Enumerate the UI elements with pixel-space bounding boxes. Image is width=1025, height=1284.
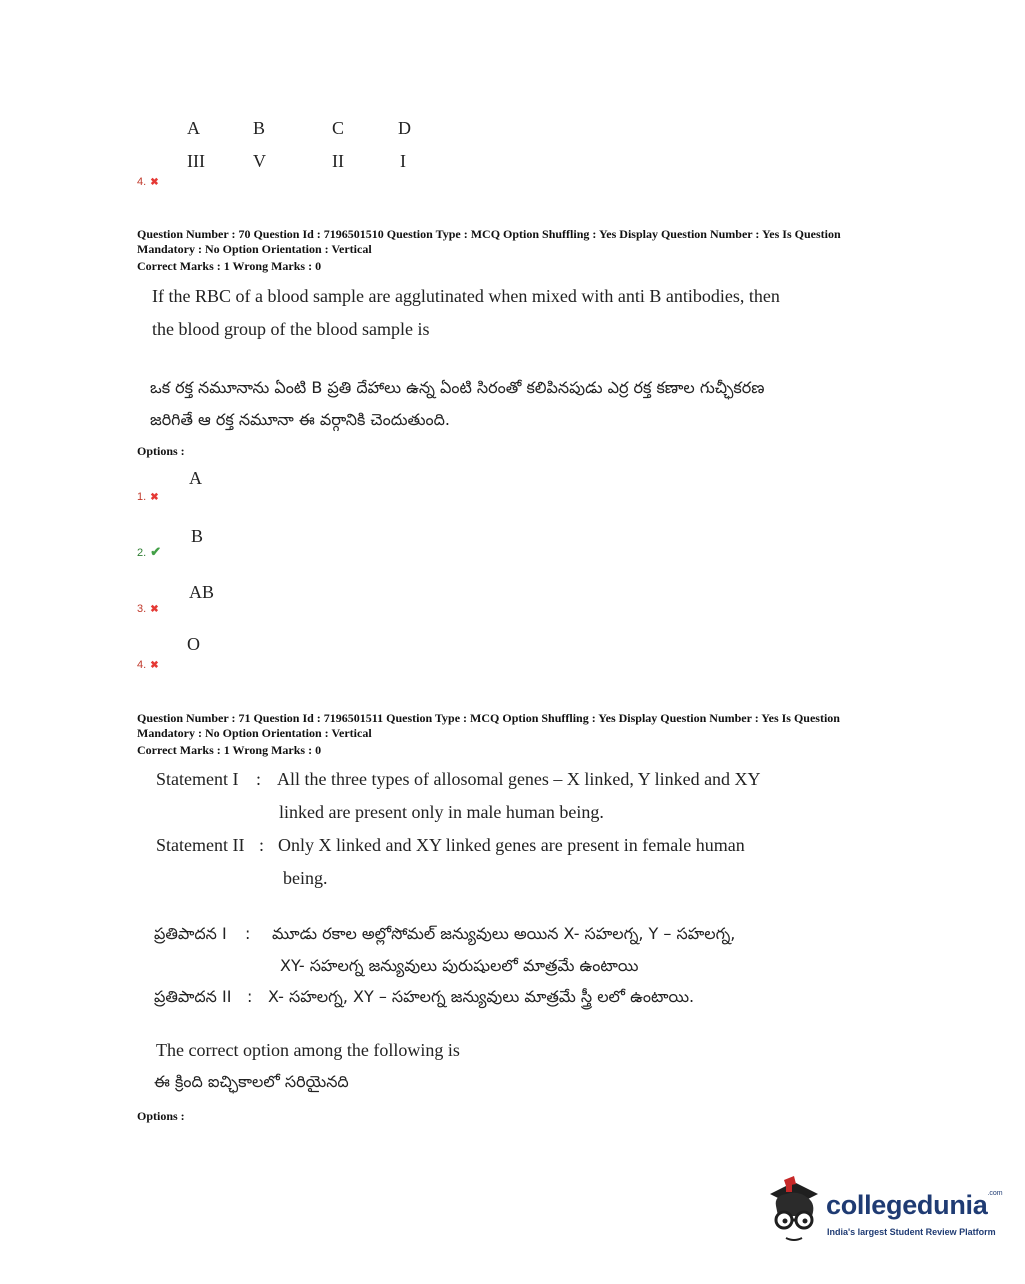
statement-1-text-line-2: linked are present only in male human being. (279, 802, 604, 822)
te-statement-2-colon: : (247, 987, 253, 1006)
statement-2-text-line-2: being. (283, 868, 328, 888)
option-indicator (137, 487, 159, 505)
option-text: A (189, 468, 202, 488)
correct-option-prompt-te: ఈ క్రింది ఐచ్ఛికాలలో సరియైనది (154, 1072, 349, 1091)
match-header-d: D (398, 118, 411, 138)
te-statement-2-label: ప్రతిపాదన II (154, 987, 232, 1006)
te-statement-1-label: ప్రతిపాదన I (154, 924, 227, 943)
option-number: 1. (137, 491, 147, 503)
option-number: 2. (137, 547, 147, 559)
meta-line-2: Mandatory : No Option Orientation : Vertical (137, 726, 372, 740)
options-label: Options : (137, 444, 185, 458)
check-mark-icon: ✔ (150, 544, 162, 559)
te-statement-1-text-line-1: మూడు రకాల అల్లోసోమల్ జన్యువులు అయిన X- సహలగ్న, Y – సహలగ్న, (272, 924, 736, 943)
wrong-mark-icon: ✖ (150, 177, 159, 188)
option-indicator (137, 543, 161, 561)
options-label: Options : (137, 1109, 185, 1123)
logo-name: collegedunia (826, 1190, 988, 1220)
match-option-4 (137, 172, 159, 190)
logo-suffix: .com (987, 1190, 1003, 1197)
option-text: O (187, 634, 200, 654)
question-meta (137, 227, 907, 274)
te-statement-1-colon: : (245, 924, 251, 943)
question-text-en-line-1: If the RBC of a blood sample are agglutinated when mixed with anti B antibodies, then (152, 286, 780, 306)
mascot-icon (764, 1176, 824, 1246)
te-statement-2-text-line-1: X- సహలగ్న, XY – సహలగ్న జన్యువులు మాత్రమే స్త్రీ లలో ఉంటాయి. (268, 987, 695, 1006)
option-text: B (191, 526, 204, 546)
marks-line: Correct Marks : 1 Wrong Marks : 0 (137, 743, 322, 757)
question-text-en-line-2: the blood group of the blood sample is (152, 319, 430, 339)
statement-1-colon: : (256, 769, 262, 789)
wrong-mark-icon: ✖ (150, 660, 159, 671)
te-statement-1-text-line-2: XY- సహలగ్న జన్యువులు పురుషులలో మాత్రమే ఉంటాయి (280, 956, 639, 975)
match-value-c: II (332, 151, 344, 171)
statement-1-text-line-1: All the three types of allosomal genes – X linked, Y linked and XY (277, 769, 761, 789)
match-header-b: B (253, 118, 266, 138)
logo-wordmark (826, 1190, 1003, 1221)
correct-option-prompt-en: The correct option among the following is (156, 1040, 460, 1060)
option-indicator (137, 655, 159, 673)
statement-1-label: Statement I (156, 769, 239, 789)
marks-line: Correct Marks : 1 Wrong Marks : 0 (137, 259, 322, 273)
statement-2-label: Statement II (156, 835, 245, 855)
wrong-mark-icon: ✖ (150, 604, 159, 615)
logo-tagline: India's largest Student Review Platform (827, 1227, 996, 1237)
meta-line-1: Question Number : 70 Question Id : 7196501510 Question Type : MCQ Option Shuffling : Yes Display Question Number : Yes Is Question (137, 227, 841, 241)
question-meta (137, 711, 907, 758)
collegedunia-logo[interactable] (764, 1176, 1003, 1248)
question-text-te-line-2: జరిగితే ఆ రక్త నమూనా ఈ వర్గానికి చెందుతుంది. (150, 410, 451, 429)
meta-line-2: Mandatory : No Option Orientation : Vertical (137, 242, 372, 256)
match-value-b: V (253, 151, 266, 171)
wrong-mark-icon: ✖ (150, 492, 159, 503)
statement-2-colon: : (259, 835, 265, 855)
match-value-a: III (187, 151, 205, 171)
option-number: 4. (137, 659, 147, 671)
option-number: 3. (137, 603, 147, 615)
question-text-te-line-1: ఒక రక్త నమూనాను ఏంటి B ప్రతి దేహాలు ఉన్న ఏంటి సిరంతో కలిపినపుడు ఎర్ర రక్త కణాల గుచ్ఛీకరణ (150, 378, 765, 397)
option-number: 4. (137, 176, 147, 188)
option-text: AB (189, 582, 215, 602)
match-header-c: C (332, 118, 345, 138)
match-header-a: A (187, 118, 200, 138)
match-value-d: I (400, 151, 406, 171)
option-indicator (137, 599, 159, 617)
meta-line-1: Question Number : 71 Question Id : 7196501511 Question Type : MCQ Option Shuffling : Yes Display Question Number : Yes Is Question (137, 711, 840, 725)
statement-2-text-line-1: Only X linked and XY linked genes are present in female human (278, 835, 745, 855)
